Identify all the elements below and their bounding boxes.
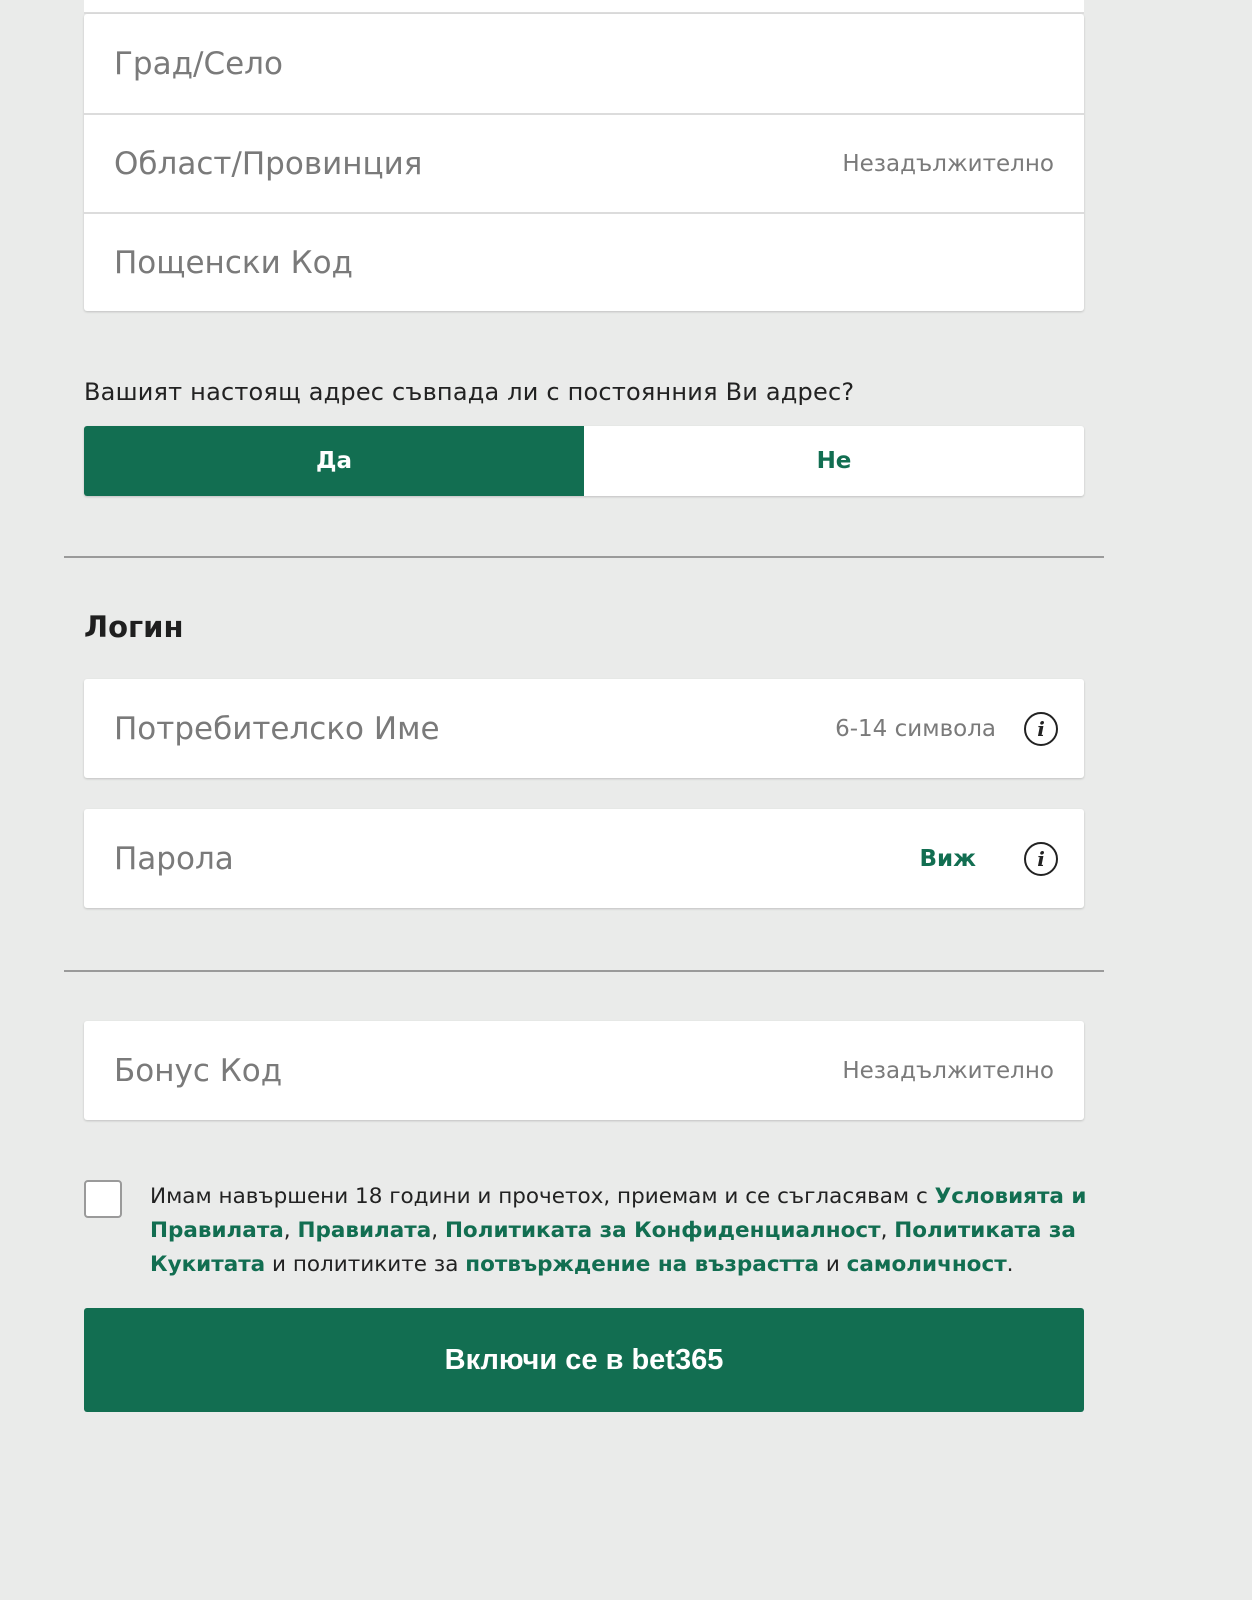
region-optional-label: Незадължително [842, 150, 1054, 177]
identity-verification-link[interactable]: самоличност [846, 1252, 1007, 1277]
city-placeholder: Град/Село [114, 45, 283, 82]
residency-yes-button[interactable]: Да [84, 426, 584, 496]
section-divider [64, 970, 1104, 972]
password-field[interactable] [84, 809, 1084, 908]
username-placeholder: Потребителско Име [114, 710, 440, 747]
city-field[interactable] [84, 14, 1084, 113]
login-section-title: Логин [84, 610, 184, 644]
privacy-policy-link[interactable]: Политиката за Конфиденциалност [444, 1218, 881, 1243]
cookie-policy-link[interactable]: Политиката за Кукитата [150, 1218, 1076, 1277]
username-info-icon[interactable]: i [1024, 712, 1058, 746]
terms-and-conditions-link[interactable]: Условията и Правилата [150, 1184, 1087, 1243]
terms-text-part: и [819, 1252, 847, 1277]
residency-question: Вашият настоящ адрес съвпада ли с постоянния Ви адрес? [84, 378, 855, 406]
bonus-optional-label: Незадължително [842, 1057, 1054, 1084]
terms-text-part: и политиките за [265, 1252, 466, 1277]
password-info-icon[interactable]: i [1024, 842, 1058, 876]
join-button[interactable]: Включи се в bet365 [84, 1308, 1084, 1412]
terms-separator: , [283, 1218, 298, 1243]
password-group [84, 809, 1084, 908]
residency-toggle [84, 426, 1084, 496]
username-field[interactable] [84, 679, 1084, 778]
age-verification-link[interactable]: потвърждение на възрастта [465, 1252, 819, 1277]
bonus-group [84, 1021, 1084, 1120]
postcode-placeholder: Пощенски Код [114, 244, 353, 281]
terms-text-part: Имам навършени 18 години и прочетох, приемам и се съгласявам с [150, 1184, 935, 1209]
bonus-code-field[interactable] [84, 1021, 1084, 1120]
show-password-link[interactable]: Виж [919, 845, 976, 872]
rules-link[interactable]: Правилата [297, 1218, 432, 1243]
region-placeholder: Област/Провинция [114, 145, 423, 182]
password-placeholder: Парола [114, 840, 234, 877]
terms-separator: , [880, 1218, 895, 1243]
terms-text [150, 1180, 1090, 1282]
section-divider [64, 556, 1104, 558]
username-group [84, 679, 1084, 778]
region-field[interactable] [84, 113, 1084, 212]
terms-separator: , [431, 1218, 445, 1243]
residency-no-button[interactable]: Не [584, 426, 1084, 496]
terms-checkbox[interactable] [84, 1180, 122, 1218]
terms-text-part: . [1006, 1252, 1014, 1277]
bonus-code-placeholder: Бонус Код [114, 1052, 283, 1089]
username-hint: 6-14 символа [835, 715, 996, 742]
previous-field-edge [84, 0, 1084, 14]
address-fields [84, 14, 1084, 311]
postcode-field[interactable] [84, 212, 1084, 311]
